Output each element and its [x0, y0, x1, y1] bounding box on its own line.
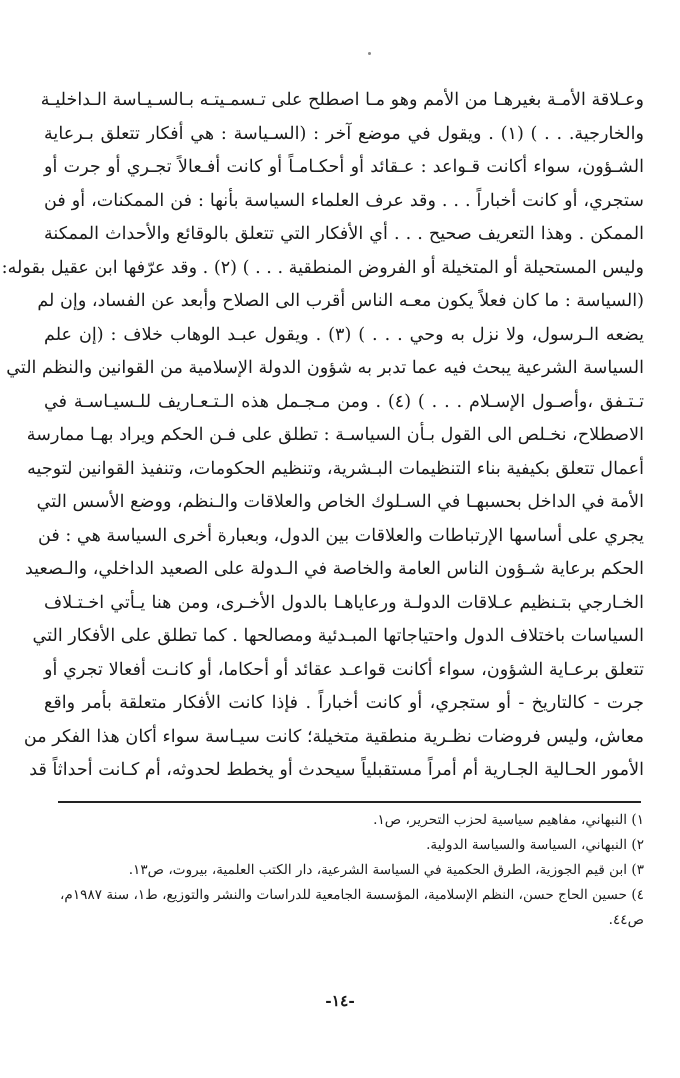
footnote-3: ٣) ابن قيم الجوزية، الطرق الحكمية في السياسة الشرعية، دار الكتب العلمية، بيروت، ص١٣.: [128, 862, 644, 878]
text-line: الأمور الحـالية الجـارية أم أمراً مستقبلياً سيحدث أو يخطط لحدوثه، أم كـانت أحداثاً قد: [29, 760, 644, 780]
footnote-4: ٤) حسين الحاج حسن، النظم الإسلامية، المؤسسة الجامعية للدراسات والنشر والتوزيع، ط١، سنة ١٩٨٧م،: [60, 887, 644, 903]
page-number: -١٤-: [325, 991, 355, 1010]
footnotes-block: [44, 808, 644, 933]
scan-dot-mark: [368, 52, 371, 55]
text-line: يجري على أساسها الإرتباطات والعلاقات بين الدول، وبعبارة أخرى السياسة هي : فن: [37, 525, 644, 546]
footnote-4-continued: ص٤٤.: [608, 912, 644, 928]
footnote-2: ٢) النبهاني، السياسة والسياسة الدولية.: [426, 837, 644, 853]
main-text-block: [1, 84, 644, 788]
text-line: معاش، وليس فروضات نظـرية منطقية متخيلة؛ كانت سيـاسة سواء أكان هذا الفكر من: [23, 726, 644, 747]
text-line: الممكن . وهذا التعريف صحيح . . . أي الأفكار التي تتعلق بالوقائع والأحداث الممكنة: [44, 224, 644, 244]
text-line: يضعه الـرسول، ولا نزل به وحي . . . ) (٣) . ويقول عبـد الوهاب خلاف : (إن علم: [44, 324, 644, 345]
text-line: الخـارجي بتـنظيم عـلاقات الدولـة ورعاياهـا بالدول الأخـرى، ومن هنا يـأتي اخـتـلاف: [44, 592, 644, 613]
text-line: السياسات باختلاف الدول واحتياجاتها المبـدئية ومصالحها . كما تطلق على الأفكار التي: [32, 626, 644, 646]
text-line: ستجري، أو كانت أخباراً . . . وقد عرف العلماء السياسة بأنها : فن الممكنات، أو فن: [44, 190, 644, 211]
text-line: والخارجية. . . ) (١) . ويقول في موضع آخر : (السـياسة : هي أفكار تتعلق بـرعاية: [44, 123, 644, 144]
text-line: تتعلق برعـاية الشؤون، سواء أكانت قواعـد عقائد أو أحكاما، أو كانـت أفعالا تجري أو: [44, 659, 644, 680]
text-line: الحكم برعاية شـؤون الناس العامة والخاصة في الـدولة على الصعيد الداخلي، والـصعيد: [24, 559, 644, 579]
text-line: أعمال تتعلق بكيفية بناء التنظيمات البـشرية، وتنظيم الحكومات، وتنفيذ القوانين لتوجيه: [27, 458, 644, 479]
text-line: تـتـفق ،وأصـول الإسـلام . . . ) (٤) . ومن مـجـمل هذه الـتـعـاريف للـسيـاسـة في: [44, 391, 644, 412]
text-line: وليس المستحيلة أو المتخيلة أو الفروض المنطقية . . . ) (٢) . وقد عرّفها ابن عقيل بقوله:: [1, 257, 644, 278]
text-line: الاصطلاح، نخـلص الى القول بـأن السياسـة : تطلق على فـن الحكم ويراد بهـا ممارسة: [26, 425, 644, 445]
footnote-1: ١) النبهاني، مفاهيم سياسية لحزب التحرير، ص١.: [373, 812, 644, 828]
text-line: (السياسة : ما كان فعلاً يكون معـه الناس أقرب الى الصلاح وأبعد عن الفساد، وإن لم: [37, 291, 644, 311]
text-line: السياسة الشرعية يبحث فيه عما تدبر به شؤون الدولة الإسلامية من القوانين والنظم التي: [6, 358, 644, 378]
text-line: الأمة في الداخل بحسبهـا في السـلوك الخاص والعلاقات والـنظم، ووضع الأسس التي: [36, 492, 644, 512]
text-line: جرت - كالتاريخ - أو ستجري، أو كانت أخباراً . فإذا كانت الأفكار متعلقة بأمر واقع: [44, 693, 644, 713]
footnote-divider: [58, 801, 641, 803]
text-line: وعـلاقة الأمـة بغيرهـا من الأمم وهو مـا اصطلح على تـسمـيتـه بـالسـيـاسة الـداخليـة: [40, 90, 644, 110]
text-line: الشـؤون، سواء أكانت قـواعد : عـقائد أو أحكـامـاً أو كانت أفـعالاً تجـري أو جرت أو: [44, 157, 644, 177]
